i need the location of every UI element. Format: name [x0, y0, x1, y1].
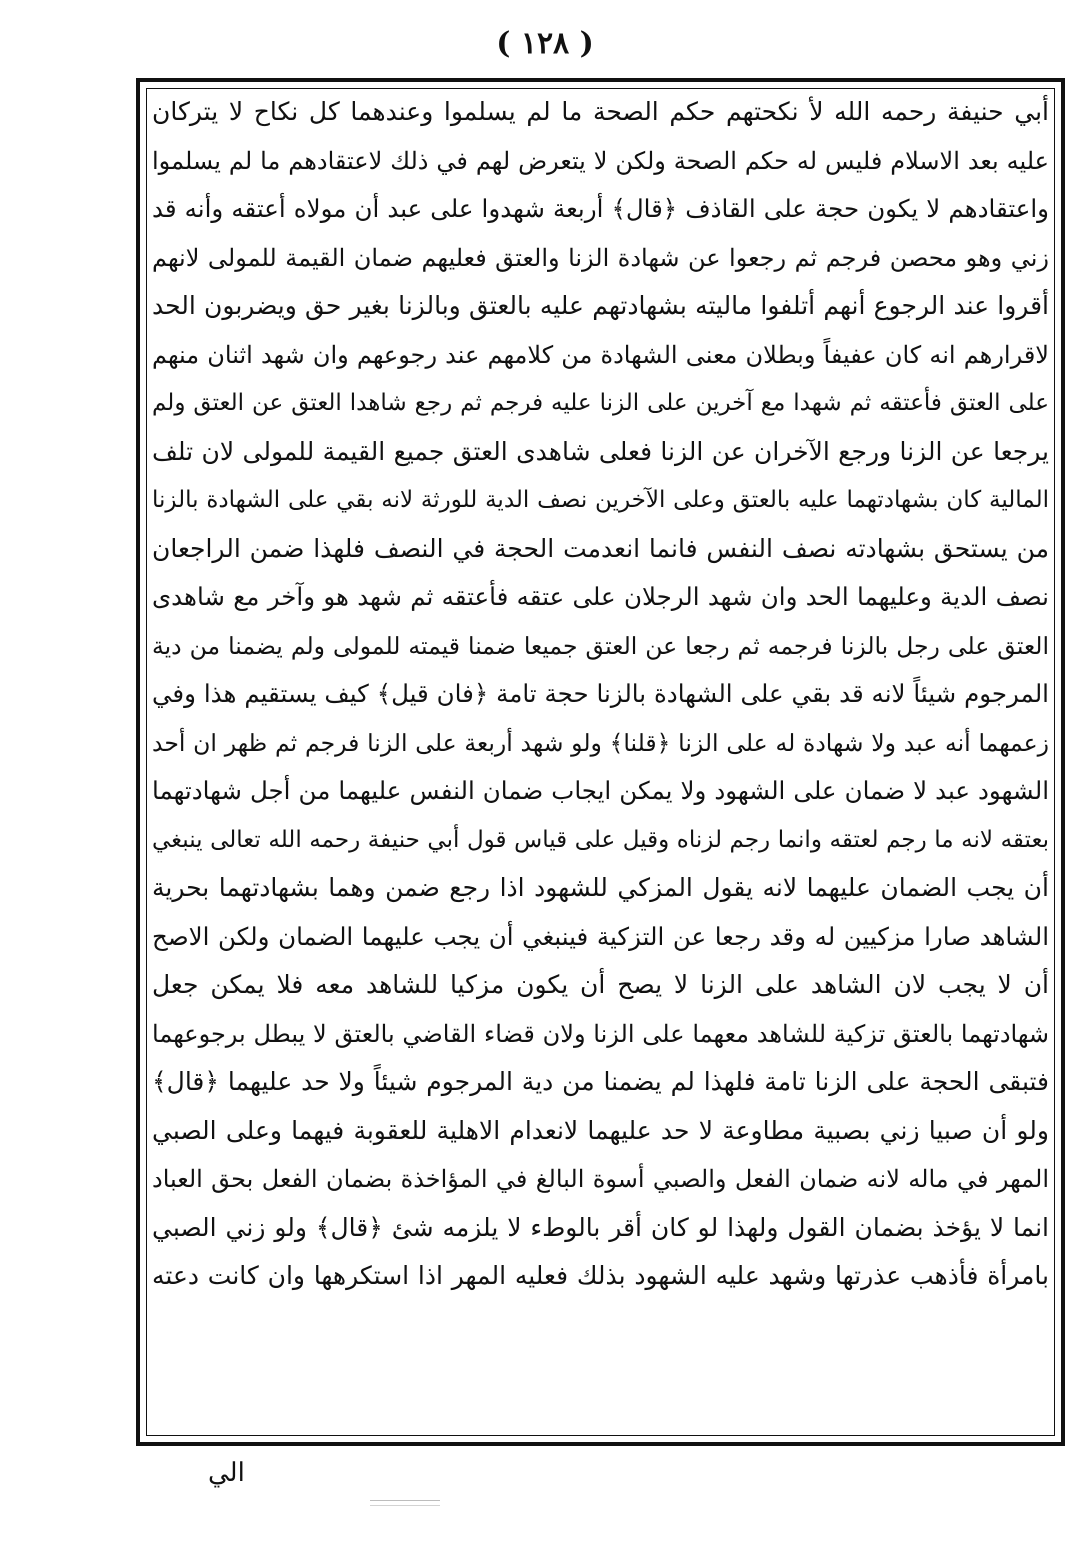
scan-smudge [370, 1500, 440, 1506]
text-line: بعتقه لانه ما رجم لعتقه وانما رجم لزناه وقيل على قياس قول أبي حنيفة رحمه الله تعالى ينبغي [152, 826, 1049, 853]
text-line: العتق على رجل بالزنا فرجمه ثم رجعا عن العتق جميعا ضمنا قيمته للمولى ولم يضمنا من دية [152, 631, 1049, 660]
text-line: نصف الدية وعليهما الحد وان شهد الرجلان على عتقه فأعتقه ثم شهد هو وآخر مع شاهدى [152, 582, 1049, 611]
text-line: أن لا يجب لان الشاهد على الزنا لا يصح أن يكون مزكيا للشاهد معه فلا يمكن جعل [152, 970, 1049, 999]
text-line: انما لا يؤخذ بضمان القول ولهذا لو كان أقر بالوطء لا يلزمه شئ ﴿قال﴾ ولو زني الصبي [152, 1212, 1049, 1242]
text-line: أقروا عند الرجوع أنهم أتلفوا ماليته بشهادتهم عليه بالعتق وبالزنا بغير حق ويضربون الحد [152, 291, 1049, 320]
text-frame [136, 78, 1065, 1446]
text-line: ولو أن صبيا زني بصبية مطاوعة لا حد عليهما لانعدام الاهلية للعقوبة فيهما وعلى الصبي [152, 1115, 1049, 1145]
text-line: من يستحق بشهادته نصف النفس فانما انعدمت الحجة في النصف فلهذا ضمن الراجعان [152, 533, 1049, 563]
catchword: الي [208, 1458, 245, 1488]
page-number: ( ١٢٨ ) [496, 26, 594, 61]
text-line: يرجعا عن الزنا ورجع الآخران عن الزنا فعلى شاهدى العتق جميع القيمة للمولى لان تلف [152, 436, 1049, 466]
text-line: المالية كان بشهادتهما عليه بالعتق وعلى الآخرين نصف الدية للورثة لانه بقي على الشهادة بالزنا [152, 487, 1049, 513]
text-line: أن يجب الضمان عليهما لانه يقول المزكي للشهود اذا رجع ضمن وهما بشهادتهما بحرية [152, 873, 1049, 902]
page-text [152, 88, 1049, 1301]
text-line: أبي حنيفة رحمه الله لأ نكحتهم حكم الصحة ما لم يسلموا وعندهما كل نكاح لا يتركان [152, 97, 1049, 126]
text-line: شهادتهما بالعتق تزكية للشاهد معهما على الزنا ولان قضاء القاضي بالعتق لا يبطل برجوعهما [152, 1019, 1049, 1048]
text-line: زني وهو محصن فرجم ثم رجعوا عن شهادة الزنا والعتق فعليهم ضمان القيمة للمولى لانهم [152, 243, 1049, 272]
text-line: فتبقى الحجة على الزنا تامة فلهذا لم يضمنا من دية المرجوم شيئاً ولا حد عليهما ﴿قال﴾ [152, 1067, 1049, 1096]
text-line: زعمهما أنه عبد ولا شهادة له على الزنا ﴿قلنا﴾ ولو شهد أربعة على الزنا فرجم ثم ظهر ان أحد [152, 728, 1049, 757]
text-line: واعتقادهم لا يكون حجة على القاذف ﴿قال﴾ أربعة شهدوا على عبد أن مولاه أعتقه وأنه قد [152, 194, 1049, 223]
text-line: المهر في ماله لانه ضمان الفعل والصبي أسوة البالغ في المؤاخذة بضمان الفعل بحق العباد [152, 1165, 1049, 1193]
text-line: الشهود عبد لا ضمان على الشهود ولا يمكن ايجاب ضمان النفس عليهما من أجل شهادتهما [152, 776, 1049, 805]
text-line: بامرأة فأذهب عذرتها وشهد عليه الشهود بذلك فعليه المهر اذا استكرهها وان كانت دعته [152, 1261, 1049, 1290]
text-line: المرجوم شيئاً لانه قد بقي على الشهادة بالزنا حجة تامة ﴿فان قيل﴾ كيف يستقيم هذا وفي [152, 679, 1049, 708]
text-line: لاقرارهم انه كان عفيفاً وبطلان معنى الشهادة من كلامهم عند رجوعهم وان شهد اثنان منهم [152, 340, 1049, 369]
text-line: الشاهد صارا مزكيين له وقد رجعا عن التزكية فينبغي أن يجب عليهما الضمان ولكن الاصح [152, 921, 1049, 951]
text-line: عليه بعد الاسلام فليس له حكم الصحة ولكن لا يتعرض لهم في ذلك لاعتقادهم ما لم يسلموا [152, 146, 1049, 175]
text-line: على العتق فأعتقه ثم شهدا مع آخرين على الزنا عليه فرجم ثم رجع شاهدا العتق عن العتق ولم [152, 390, 1049, 416]
